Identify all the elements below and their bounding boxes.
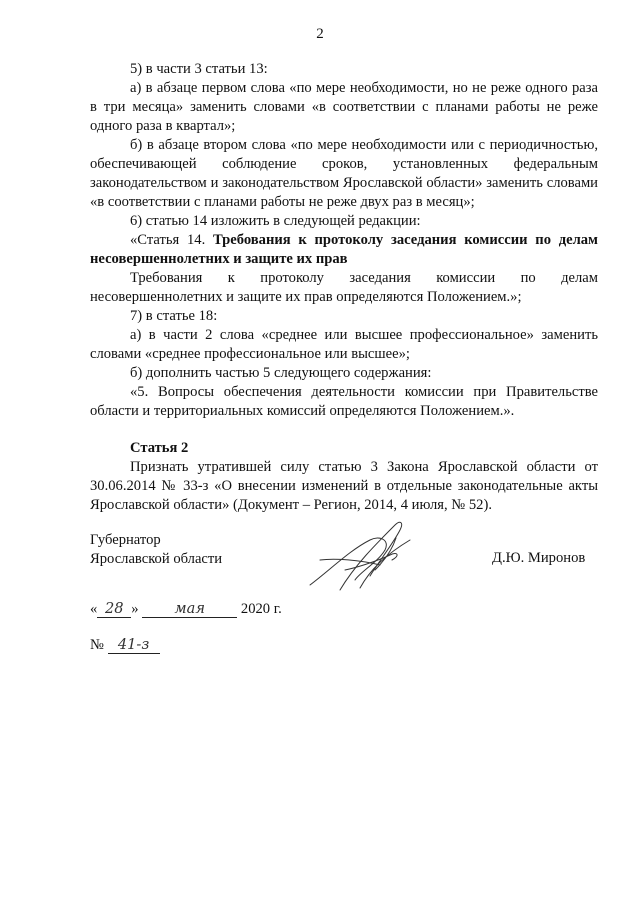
date-year: 2020 г. (240, 601, 282, 617)
date-close-quote: » (131, 601, 139, 617)
paragraph-1: 5) в части 3 статьи 13: (130, 61, 268, 77)
paragraph-8: б) дополнить частью 5 следующего содержания: (130, 365, 432, 381)
handwritten-signature (300, 510, 440, 600)
paragraph-2: а) в абзаце первом слова «по мере необходимости, но не реже одного раза в три месяца» заменить словами «в соответствии с планами работы не реже одного раза в квартал»; (90, 80, 598, 134)
article-14-prefix: «Статья 14. (130, 232, 213, 248)
date-month: мая (142, 600, 237, 618)
paragraph-4: 6) статью 14 изложить в следующей редакции: (130, 213, 421, 229)
law-number (90, 636, 160, 654)
signatory-title-line1: Губернатор (90, 532, 161, 548)
law-number-prefix: № (90, 637, 104, 653)
signing-date (90, 600, 282, 618)
paragraph-5: Требования к протоколу заседания комиссии по делам несовершеннолетних и защите их прав определяются Положением.»; (90, 270, 598, 305)
article-2-text: Признать утратившей силу статью 3 Закона Ярославской области от 30.06.2014 № 33-з «О внесении изменений в отдельные законодательные акты Ярославской области» (Документ – Регион, 2014, 4 июля, № 52). (90, 459, 598, 513)
document-body (90, 60, 598, 515)
article-2-heading: Статья 2 (130, 440, 189, 456)
page-number: 2 (316, 26, 324, 42)
date-day: 28 (97, 600, 131, 618)
signatory-name: Д.Ю. Миронов (492, 550, 586, 566)
paragraph-7: а) в части 2 слова «среднее или высшее профессиональное» заменить словами «среднее профессиональное или высшее»; (90, 327, 598, 362)
law-number-value: 41-з (108, 636, 160, 654)
paragraph-3: б) в абзаце втором слова «по мере необходимости или с периодичностью, обеспечивающей соблюдение сроков, установленных федеральным законодательством и законодательством Ярославской области» заменить словами «в соответствии с планами работы не реже двух раз в месяц»; (90, 137, 598, 210)
paragraph-9: «5. Вопросы обеспечения деятельности комиссии при Правительстве области и территориальных комиссий определяются Положением.». (90, 384, 598, 419)
paragraph-6: 7) в статье 18: (130, 308, 218, 324)
signatory-title-line2: Ярославской области (90, 551, 223, 567)
signatory-title (90, 531, 222, 569)
article-14-heading (90, 231, 598, 269)
article-14-title: Требования к протоколу заседания комиссии по делам несовершеннолетних и защите их прав (90, 232, 599, 267)
date-open-quote: « (90, 601, 98, 617)
